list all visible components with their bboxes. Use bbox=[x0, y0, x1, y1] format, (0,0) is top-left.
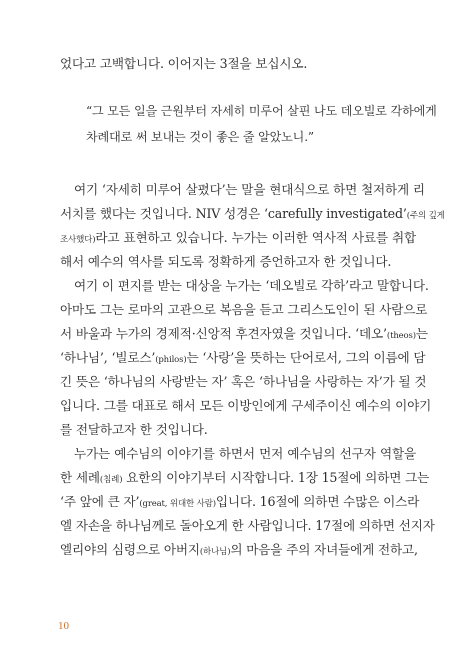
paragraph3-line-1: 누가는 예수님의 이야기를 하면서 먼저 예수님의 선구자 역할을 bbox=[74, 446, 416, 461]
quote-line-1: “그 모든 일을 근원부터 자세히 미루어 살핀 나도 데오빌로 각하에게 bbox=[86, 104, 437, 118]
paragraph3-note: (하나님) bbox=[199, 547, 231, 557]
paragraph1-text: 서치를 했다는 것입니다. NIV 성경은 ‘carefully investigated’ bbox=[60, 206, 407, 221]
paragraph3-text: 입니다. 16절에 의하면 수많은 이스라 bbox=[215, 494, 420, 509]
paragraph2-line-6: 입니다. 그를 대표로 해서 모든 이방인에게 구세주이신 예수의 이야기 bbox=[60, 398, 432, 413]
paragraph2-line-5: 긴 뜻은 ‘하나님의 사랑받는 자’ 혹은 ‘하나님을 사랑하는 자’가 될 것 bbox=[60, 374, 427, 389]
paragraph3-text: 엘리야의 심령으로 아버지 bbox=[60, 542, 200, 557]
paragraph3-note: (침례) bbox=[99, 475, 123, 485]
paragraph2-note: (theos) bbox=[386, 331, 416, 341]
paragraph1-line-2 bbox=[60, 206, 445, 224]
paragraph3-line-2 bbox=[60, 470, 430, 488]
paragraph3-text: 의 마음을 주의 자녀들에게 전하고, bbox=[230, 542, 418, 557]
paragraph3-line-4: 엘 자손을 하나님께로 돌아오게 한 사람입니다. 17절에 의하면 선지자 bbox=[60, 518, 435, 533]
paragraph1-line-4: 해서 예수의 역사를 되도록 정확하게 증언하고자 한 것입니다. bbox=[60, 254, 392, 269]
paragraph2-line-2: 아마도 그는 로마의 고관으로 복음을 듣고 그리스도인이 된 사람으로 bbox=[60, 302, 428, 317]
paragraph1-text: 라고 표현하고 있습니다. 누가는 이러한 역사적 사료를 취합 bbox=[95, 230, 416, 245]
paragraph2-text: 는 ‘사랑’을 뜻하는 단어로서, 그의 이름에 담 bbox=[186, 350, 426, 365]
paragraph3-note: (great, 위대한 사람) bbox=[139, 499, 216, 509]
paragraph2-line-4 bbox=[60, 350, 426, 368]
paragraph2-text: ‘하나님’, ‘빌로스’ bbox=[60, 350, 156, 365]
paragraph1-note: 조사했다) bbox=[60, 235, 96, 245]
paragraph2-note: (philos) bbox=[155, 355, 187, 365]
intro-line: 었다고 고백합니다. 이어지는 3절을 보십시오. bbox=[60, 56, 308, 71]
paragraph2-line-7: 를 전달하고자 한 것입니다. bbox=[60, 422, 208, 437]
paragraph3-line-5 bbox=[60, 542, 416, 560]
paragraph3-text: ‘주 앞에 큰 자’ bbox=[60, 494, 140, 509]
page-number: 10 bbox=[58, 620, 69, 632]
paragraph2-line-1: 여기 이 편지를 받는 대상을 누가는 ‘데오빌로 각하’라고 말합니다. bbox=[74, 278, 429, 293]
paragraph2-text: 는 bbox=[415, 326, 428, 341]
paragraph3-text: 요한의 이야기부터 시작합니다. 1장 15절에 의하면 그는 bbox=[122, 470, 430, 485]
paragraph3-text: 한 세례 bbox=[60, 470, 100, 485]
paragraph1-line-1: 여기 ‘자세히 미루어 살폈다’는 말을 현대식으로 하면 철저하게 리 bbox=[74, 182, 425, 197]
paragraph2-text: 서 바울과 누가의 경제적·신앙적 후견자였을 것입니다. ‘데오’ bbox=[60, 326, 387, 341]
paragraph1-note: (주의 깊게 bbox=[406, 211, 445, 221]
quote-line-2: 차례대로 써 보내는 것이 좋은 줄 알았노니.” bbox=[86, 130, 314, 144]
paragraph1-line-3 bbox=[60, 230, 416, 248]
paragraph2-line-3 bbox=[60, 326, 428, 344]
paragraph3-line-3 bbox=[60, 494, 420, 512]
